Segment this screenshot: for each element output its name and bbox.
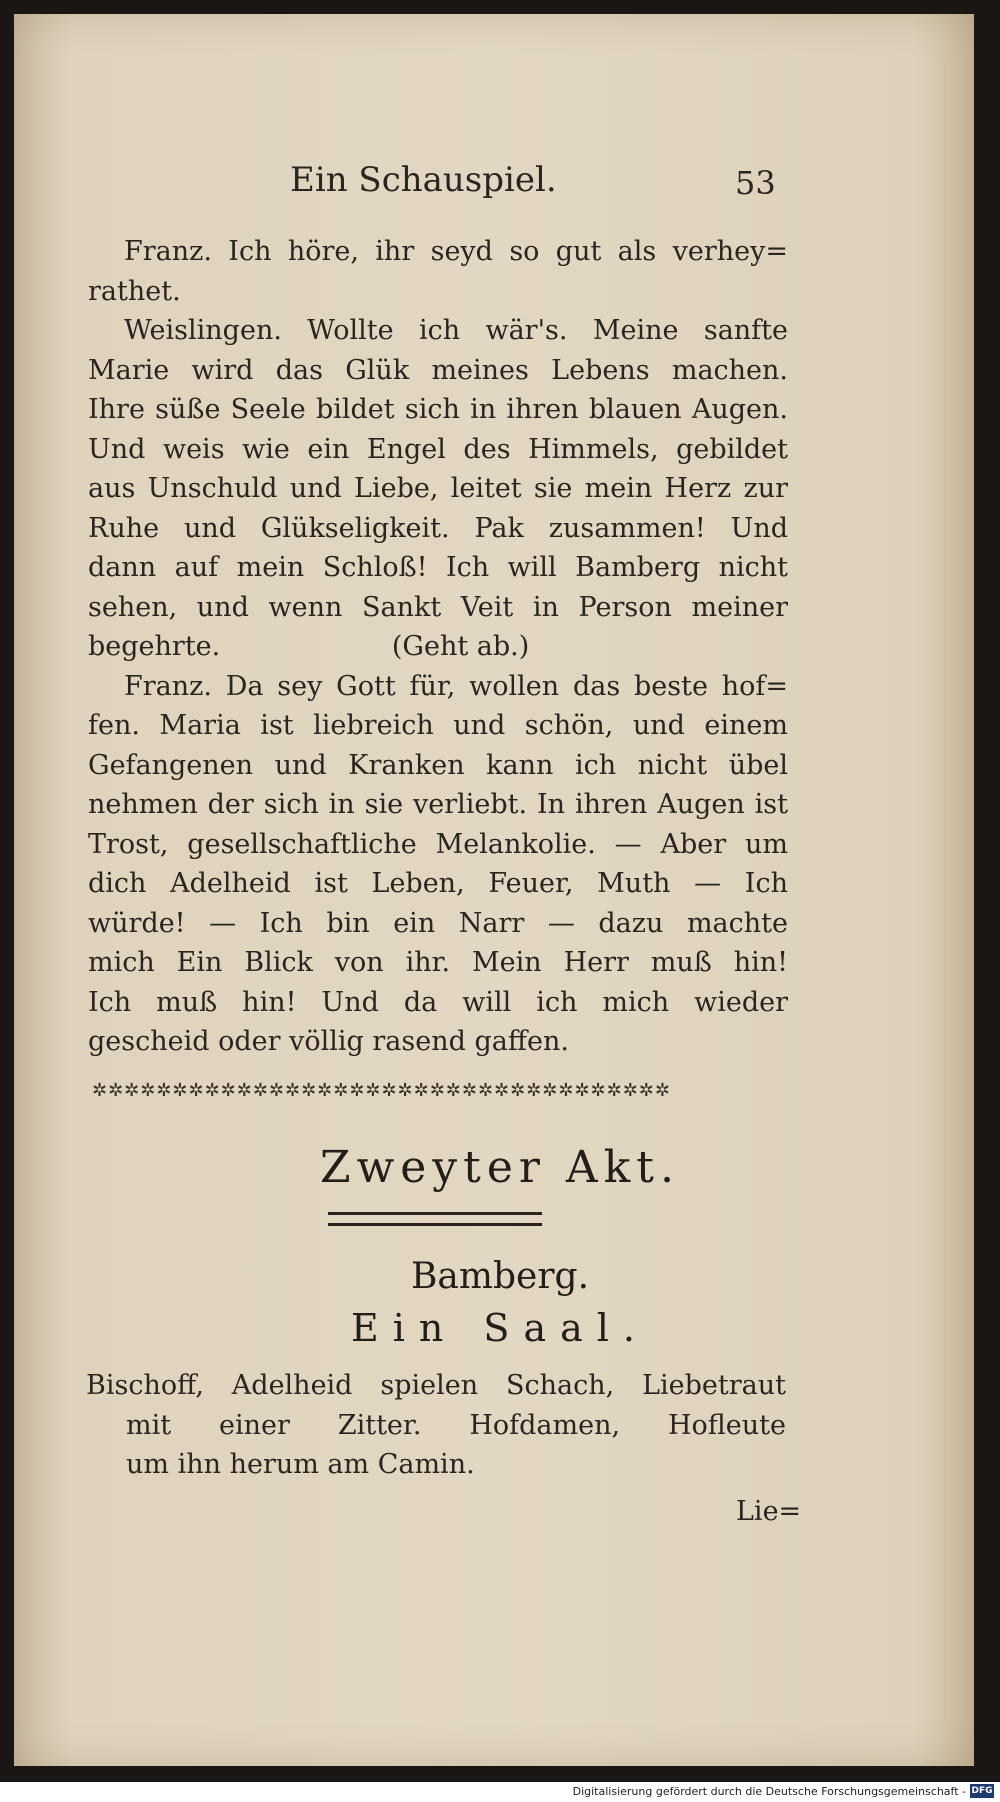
text-line: Ihre süße Seele bildet sich in ihren blauen Augen.: [88, 394, 788, 425]
text-line: Franz. Da sey Gott für, wollen das beste hof=: [124, 670, 788, 702]
text-line: würde! — Ich bin ein Narr — dazu machte: [88, 907, 788, 939]
text-line: mich Ein Blick von ihr. Mein Herr muß hin!: [88, 947, 788, 978]
catchword: Lie=: [736, 1496, 802, 1527]
text-line: Und weis wie ein Engel des Himmels, gebildet: [88, 433, 788, 465]
page-number: 53: [735, 164, 776, 202]
body-text: [88, 232, 788, 1062]
stage-line: Bischoff, Adelheid spielen Schach, Liebetraut: [86, 1370, 786, 1401]
text-line: Ruhe und Glükseligkeit. Pak zusammen! Und: [88, 512, 788, 544]
act-heading: Zweyter Akt.: [320, 1142, 680, 1193]
text-line: Marie wird das Glük meines Lebens machen.: [88, 354, 788, 386]
text-line: fen. Maria ist liebreich und schön, und einem: [88, 710, 788, 741]
stage-line: mit einer Zitter. Hofdamen, Hofleute: [126, 1409, 786, 1441]
place-heading: Bamberg.: [410, 1256, 590, 1297]
text-line: Gefangenen und Kranken kann ich nicht übel: [88, 749, 788, 781]
running-title: Ein Schauspiel.: [290, 160, 557, 200]
text-line: dich Adelheid ist Leben, Feuer, Muth — Ich: [88, 868, 788, 899]
text-line: dann auf mein Schloß! Ich will Bamberg nicht: [88, 552, 788, 583]
stage-line: um ihn herum am Camin.: [126, 1449, 475, 1480]
text-line: rathet.: [88, 275, 181, 307]
text-line: nehmen der sich in sie verliebt. In ihren Augen ist: [88, 789, 788, 820]
text-line: sehen, und wenn Sankt Veit in Person meiner: [88, 591, 788, 623]
text-line: Franz. Ich höre, ihr seyd so gut als verhey=: [124, 236, 788, 267]
double-rule: [328, 1212, 542, 1226]
dfg-logo: DFG: [971, 1786, 993, 1796]
scene-heading: Ein Saal.: [350, 1306, 650, 1350]
text-line: Trost, gesellschaftliche Melankolie. — Aber um: [88, 828, 788, 860]
text-line: begehrte. (Geht ab.): [88, 631, 530, 662]
ornamental-divider: ✲✲✲✲✲✲✲✲✲✲✲✲✲✲✲✲✲✲✲✲✲✲✲✲✲✲✲✲✲✲✲✲✲✲✲✲: [92, 1080, 671, 1101]
stage-direction: [86, 1366, 786, 1485]
text-line: Ich muß hin! Und da will ich mich wieder: [88, 986, 788, 1018]
text-line: gescheid oder völlig rasend gaffen.: [88, 1026, 570, 1057]
text-line: Weislingen. Wollte ich wär's. Meine sanfte: [124, 315, 788, 346]
funding-credit: Digitalisierung gefördert durch die Deutsche Forschungsgemeinschaft -: [572, 1785, 966, 1798]
text-line: aus Unschuld und Liebe, leitet sie mein Herz zur: [88, 473, 788, 504]
